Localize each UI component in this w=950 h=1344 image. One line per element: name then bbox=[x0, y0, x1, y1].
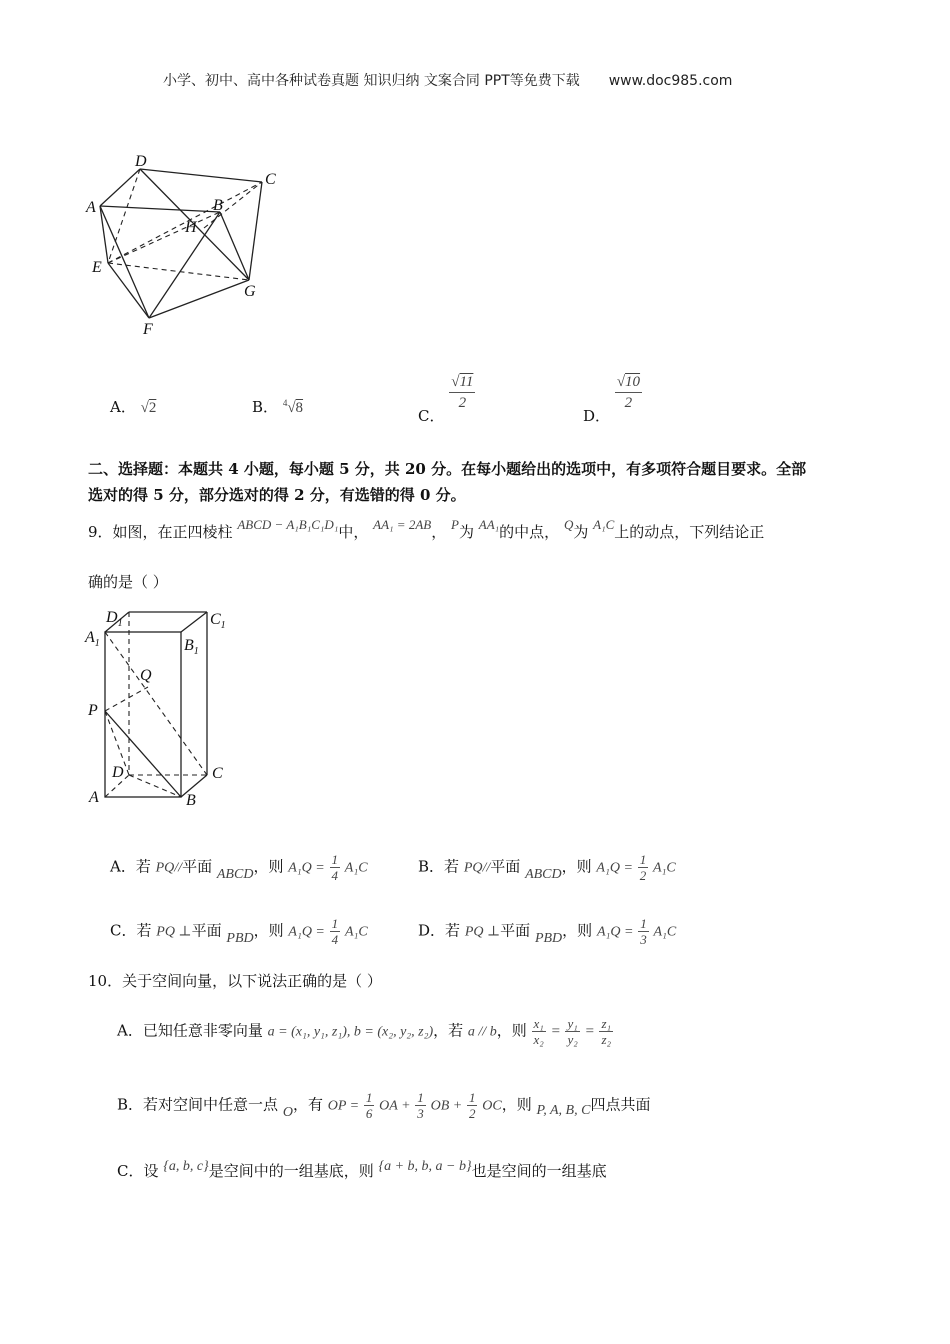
figure-prism bbox=[82, 600, 242, 810]
q9-stem-line2: 确的是（ ） bbox=[88, 573, 168, 591]
label-B1: $B_1$ bbox=[184, 637, 199, 657]
section-heading-line1: 二、选择题：本题共 4 小题，每小题 5 分，共 20 分。在每小题给出的选项中，有多项符合题目要求。全部 bbox=[88, 460, 807, 478]
q8-option-b bbox=[252, 396, 303, 417]
q9-stem: 9．如图，在正四棱柱 ABCD − A₁B₁C₁D₁中， AA₁ = 2AB， P为 AA₁的中点， Q为 A₁C上的动点，下列结论正 bbox=[88, 517, 765, 541]
label-H: H bbox=[185, 219, 197, 236]
fraction: $\frac{1}{6}$ bbox=[365, 1090, 373, 1121]
label-C: C bbox=[265, 171, 276, 188]
label-F: F bbox=[143, 321, 153, 338]
fraction: $\frac{1}{3}$ bbox=[417, 1090, 424, 1121]
q8-option-c bbox=[418, 372, 475, 425]
fraction: $\frac{√11}{2}$ bbox=[451, 374, 474, 411]
figure-polyhedron bbox=[80, 145, 300, 345]
label-P: P bbox=[88, 702, 98, 719]
option-label: A． bbox=[110, 398, 136, 416]
option-label: B． bbox=[252, 398, 279, 416]
label-A1: $A_1$ bbox=[85, 629, 100, 649]
q8-option-d bbox=[583, 372, 642, 425]
fraction: $\frac{1}{4}$ bbox=[331, 852, 338, 883]
label-C1: $C_1$ bbox=[210, 611, 226, 631]
page-header bbox=[163, 70, 732, 90]
q9-option-c: C．若 PQ ⊥平面 PBD，则 A₁Q = $\frac{1}{4}$ A₁C bbox=[110, 916, 368, 947]
header-site-link[interactable]: www.doc985.com bbox=[608, 73, 733, 89]
q8-option-a bbox=[110, 396, 156, 417]
fraction: $\frac{1}{2}$ bbox=[468, 1090, 476, 1121]
header-text: 小学、初中、高中各种试卷真题 知识归纳 文案合同 PPT等免费下载 bbox=[163, 73, 580, 89]
q10-option-b: B．若对空间中任意一点 O，有 OP = $\frac{1}{6}$ OA + $\frac{1}{3}$ OB + $\frac{1}{2}$ OC，则 P, A, B, C四点共面 bbox=[117, 1090, 651, 1121]
label-B: B bbox=[213, 197, 223, 214]
q9-option-b: B．若 PQ//平面 ABCD，则 A₁Q = $\frac{1}{2}$ A₁C bbox=[418, 852, 676, 883]
label-D1: $D_1$ bbox=[106, 609, 123, 629]
q9-option-d: D．若 PQ ⊥平面 PBD，则 A₁Q = $\frac{1}{3}$ A₁C bbox=[418, 916, 677, 947]
fraction: $\frac{1}{2}$ bbox=[639, 852, 647, 883]
label-A: A bbox=[86, 199, 96, 216]
label-D: D bbox=[112, 764, 124, 781]
section-heading-line2: 选对的得 5 分，部分选对的得 2 分，有选错的得 0 分。 bbox=[88, 486, 466, 504]
label-C: C bbox=[212, 765, 223, 782]
fraction: $\frac{\text{y₁}}{\text{y₂}}$ bbox=[567, 1016, 578, 1047]
label-G: G bbox=[244, 283, 256, 300]
option-label: D． bbox=[583, 406, 611, 425]
fraction: $\frac{\text{x₁}}{\text{x₂}}$ bbox=[533, 1016, 544, 1047]
fraction: $\frac{1}{4}$ bbox=[331, 916, 339, 947]
q10-option-a: A．已知任意非零向量 a = (x₁, y₁, z₁), b = (x₂, y₂, z₂)，若 a // b，则 $\frac{\text{x₁}}{\text{x₂}}$ = $\frac{\text{y₁}}{\text{y₂}}$ = $\frac{\text{z₁}}{\text{z₂}}$ bbox=[117, 1016, 612, 1047]
sqrt-expression: √2 bbox=[140, 400, 157, 416]
root-expression: $^4$√8 bbox=[282, 398, 304, 416]
label-Q: Q bbox=[140, 667, 152, 684]
fraction: $\frac{√10}{2}$ bbox=[616, 374, 641, 411]
label-A: A bbox=[89, 789, 99, 806]
label-E: E bbox=[92, 259, 102, 276]
q10-stem: 10．关于空间向量，以下说法正确的是（ ） bbox=[88, 972, 382, 990]
label-D: D bbox=[135, 153, 147, 170]
label-B: B bbox=[186, 792, 196, 809]
fraction: $\frac{\text{z₁}}{\text{z₂}}$ bbox=[601, 1016, 612, 1047]
option-label: C． bbox=[418, 406, 445, 425]
q10-option-c: C．设 {a, b, c}是空间中的一组基底，则 {a + b, b, a − b}也是空间的一组基底 bbox=[117, 1159, 607, 1180]
q9-option-a: A．若 PQ//平面 ABCD，则 A₁Q = $\frac{1}{4}$ A₁C bbox=[110, 852, 368, 883]
fraction: $\frac{1}{3}$ bbox=[640, 916, 647, 947]
